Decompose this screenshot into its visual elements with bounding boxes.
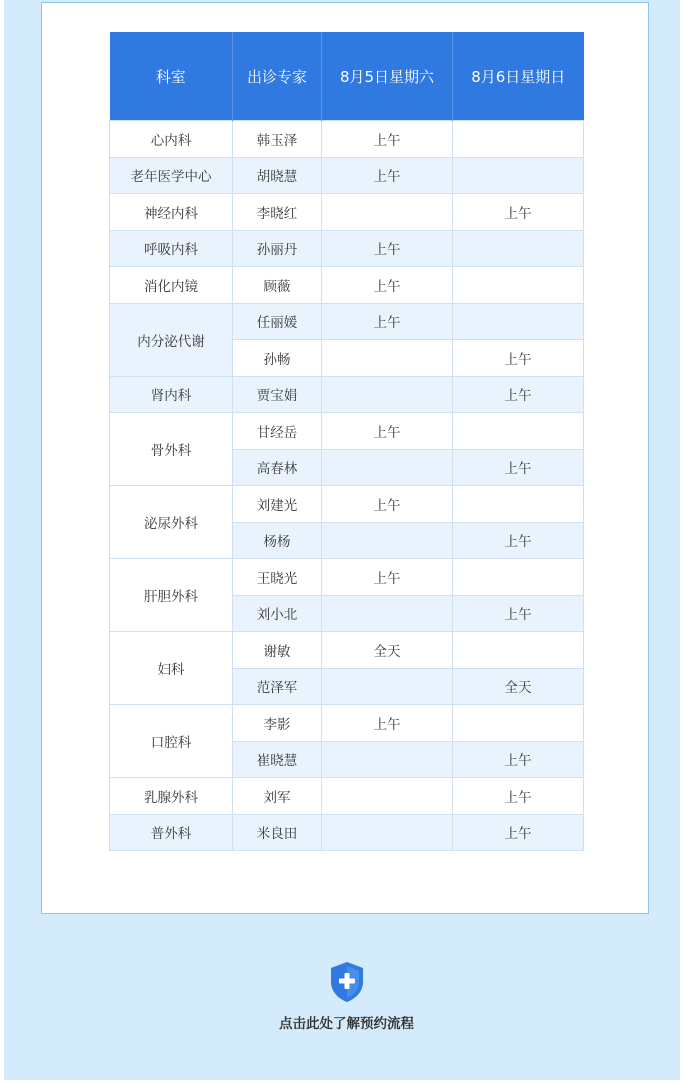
table-row: [110, 705, 584, 742]
department-cell: 内分泌代谢: [110, 303, 233, 376]
expert-cell: 刘建光: [233, 486, 322, 523]
aug6-cell: 上午: [453, 522, 584, 559]
aug5-cell: 上午: [322, 121, 453, 158]
department-cell: 口腔科: [110, 705, 233, 778]
expert-cell: 李影: [233, 705, 322, 742]
department-cell: 泌尿外科: [110, 486, 233, 559]
expert-cell: 胡晓慧: [233, 157, 322, 194]
shield-plus-icon[interactable]: [327, 960, 367, 1004]
aug6-cell: 上午: [453, 778, 584, 815]
expert-cell: 杨杨: [233, 522, 322, 559]
department-cell: 普外科: [110, 814, 233, 851]
aug6-cell: [453, 230, 584, 267]
expert-cell: 韩玉泽: [233, 121, 322, 158]
department-cell: 肝胆外科: [110, 559, 233, 632]
aug6-cell: [453, 559, 584, 596]
aug5-cell: 上午: [322, 267, 453, 304]
department-cell: 乳腺外科: [110, 778, 233, 815]
table-row: [110, 814, 584, 851]
expert-cell: 王晓光: [233, 559, 322, 596]
department-cell: 骨外科: [110, 413, 233, 486]
department-cell: 老年医学中心: [110, 157, 233, 194]
department-cell: 消化内镜: [110, 267, 233, 304]
aug6-cell: 上午: [453, 340, 584, 377]
aug5-cell: [322, 814, 453, 851]
aug6-cell: [453, 157, 584, 194]
table-row: [110, 157, 584, 194]
aug6-cell: 上午: [453, 376, 584, 413]
page-background: [4, 0, 680, 1080]
expert-cell: 甘经岳: [233, 413, 322, 450]
expert-cell: 孙畅: [233, 340, 322, 377]
expert-cell: 孙丽丹: [233, 230, 322, 267]
table-row: [110, 303, 584, 340]
expert-cell: 李晓红: [233, 194, 322, 231]
department-cell: 肾内科: [110, 376, 233, 413]
aug5-cell: [322, 522, 453, 559]
schedule-card: [41, 2, 649, 914]
expert-cell: 米良田: [233, 814, 322, 851]
aug6-cell: [453, 632, 584, 669]
department-cell: 心内科: [110, 121, 233, 158]
aug6-cell: 上午: [453, 814, 584, 851]
table-row: [110, 778, 584, 815]
aug5-cell: 上午: [322, 413, 453, 450]
aug5-cell: [322, 595, 453, 632]
aug5-cell: [322, 376, 453, 413]
aug5-cell: [322, 668, 453, 705]
footer[interactable]: [4, 960, 685, 1032]
aug5-cell: [322, 449, 453, 486]
expert-cell: 崔晓慧: [233, 741, 322, 778]
aug6-cell: 全天: [453, 668, 584, 705]
expert-cell: 贾宝娟: [233, 376, 322, 413]
aug6-cell: [453, 486, 584, 523]
table-row: [110, 194, 584, 231]
aug5-cell: 全天: [322, 632, 453, 669]
aug6-cell: 上午: [453, 449, 584, 486]
table-row: [110, 559, 584, 596]
aug5-cell: [322, 778, 453, 815]
schedule-table: [109, 32, 584, 851]
aug5-cell: 上午: [322, 559, 453, 596]
aug5-cell: 上午: [322, 486, 453, 523]
expert-cell: 高春林: [233, 449, 322, 486]
expert-cell: 刘军: [233, 778, 322, 815]
table-row: [110, 413, 584, 450]
department-cell: 呼吸内科: [110, 230, 233, 267]
expert-cell: 谢敏: [233, 632, 322, 669]
booking-process-link[interactable]: 点击此处了解预约流程: [279, 1016, 414, 1032]
aug5-cell: 上午: [322, 303, 453, 340]
aug6-cell: [453, 267, 584, 304]
table-row: [110, 267, 584, 304]
table-header-row: [110, 32, 584, 121]
expert-cell: 任丽媛: [233, 303, 322, 340]
table-row: [110, 632, 584, 669]
aug5-cell: [322, 340, 453, 377]
header-aug5: 8月5日星期六: [322, 32, 453, 121]
aug5-cell: [322, 741, 453, 778]
table-row: [110, 121, 584, 158]
aug6-cell: [453, 705, 584, 742]
aug5-cell: [322, 194, 453, 231]
schedule-body: [110, 121, 584, 851]
header-department: 科室: [110, 32, 233, 121]
aug6-cell: [453, 303, 584, 340]
aug5-cell: 上午: [322, 157, 453, 194]
aug6-cell: [453, 413, 584, 450]
aug6-cell: 上午: [453, 595, 584, 632]
expert-cell: 顾薇: [233, 267, 322, 304]
aug6-cell: 上午: [453, 194, 584, 231]
table-row: [110, 230, 584, 267]
department-cell: 妇科: [110, 632, 233, 705]
expert-cell: 刘小北: [233, 595, 322, 632]
table-row: [110, 486, 584, 523]
header-expert: 出诊专家: [233, 32, 322, 121]
aug5-cell: 上午: [322, 230, 453, 267]
table-row: [110, 376, 584, 413]
expert-cell: 范泽军: [233, 668, 322, 705]
header-aug6: 8月6日星期日: [453, 32, 584, 121]
aug5-cell: 上午: [322, 705, 453, 742]
aug6-cell: [453, 121, 584, 158]
aug6-cell: 上午: [453, 741, 584, 778]
department-cell: 神经内科: [110, 194, 233, 231]
